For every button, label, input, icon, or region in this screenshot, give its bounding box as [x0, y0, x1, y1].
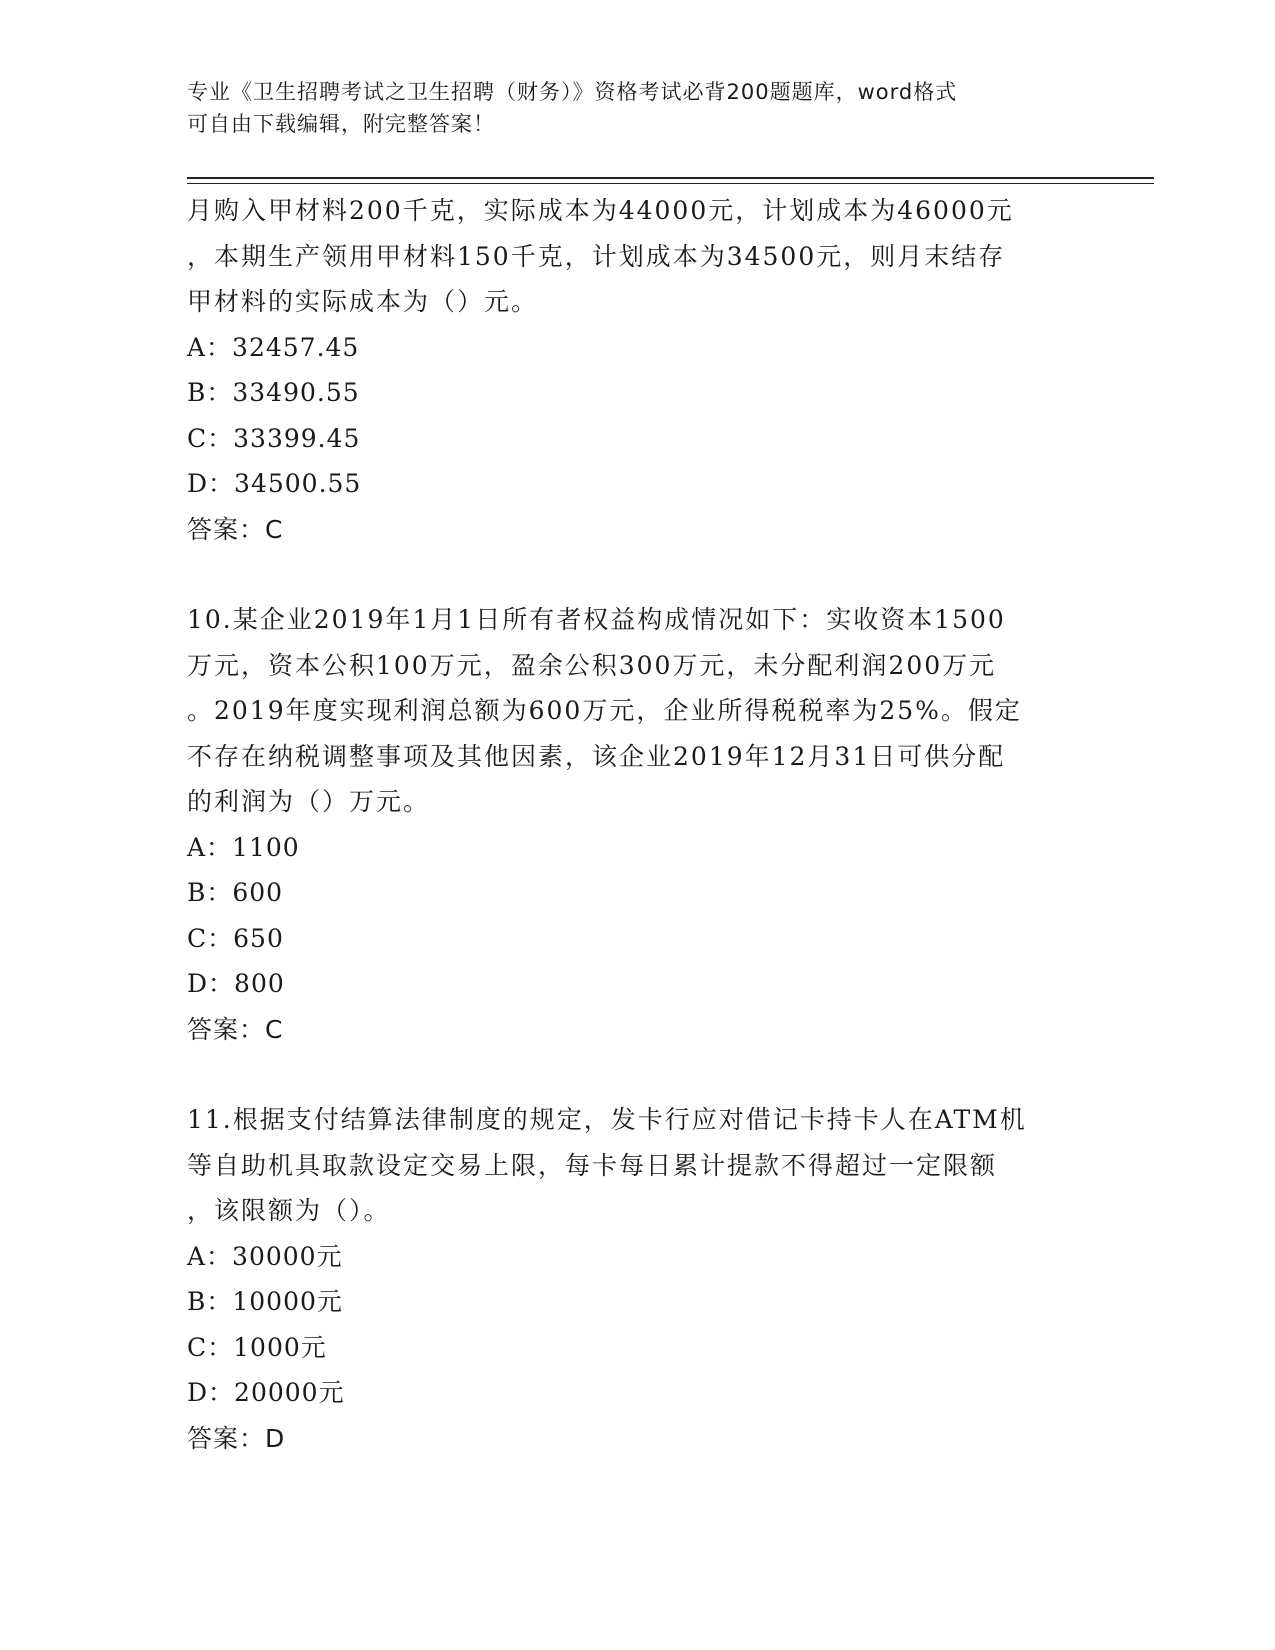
question-list — [187, 188, 1067, 1461]
spacer — [187, 1052, 1067, 1097]
header-line-2: 可自由下载编辑，附完整答案！ — [187, 112, 495, 136]
header-divider-thick — [187, 177, 1154, 179]
option-b: B：33490.55 — [187, 378, 360, 407]
spacer — [187, 552, 1067, 597]
answer-line: 答案：C — [187, 1014, 284, 1044]
option-b: B：600 — [187, 878, 284, 907]
question-text-line: 万元，资本公积100万元，盈余公积300万元，未分配利润200万元 — [187, 650, 997, 680]
document-header — [187, 76, 1067, 140]
header-divider-thin — [187, 183, 1154, 184]
question-block — [187, 597, 1067, 1052]
option-c: C：650 — [187, 923, 284, 953]
question-text-line: 月购入甲材料200千克，实际成本为44000元，计划成本为46000元 — [187, 196, 1014, 225]
header-line-1: 专业《卫生招聘考试之卫生招聘（财务）》资格考试必背200题题库，word格式 — [187, 80, 958, 104]
question-block — [187, 1097, 1067, 1461]
question-text-line: ，该限额为（）。 — [187, 1196, 391, 1225]
question-text-line: ，本期生产领用甲材料150千克，计划成本为34500元，则月末结存 — [187, 241, 1006, 271]
option-a: A：1100 — [187, 832, 300, 862]
option-a: A：30000元 — [187, 1241, 343, 1271]
answer-line: 答案：C — [187, 514, 284, 544]
question-text-line: 的利润为（）万元。 — [187, 787, 431, 816]
option-c: C：33399.45 — [187, 423, 361, 453]
question-text-line: 等自助机具取款设定交易上限，每卡每日累计提款不得超过一定限额 — [187, 1150, 998, 1180]
option-b: B：10000元 — [187, 1287, 343, 1316]
question-text-line: 10.某企业2019年1月1日所有者权益构成情况如下：实收资本1500 — [187, 605, 1006, 634]
option-a: A：32457.45 — [187, 332, 360, 362]
option-d: D：34500.55 — [187, 469, 362, 498]
option-d: D：20000元 — [187, 1378, 345, 1407]
answer-line: 答案：D — [187, 1423, 286, 1453]
option-c: C：1000元 — [187, 1332, 327, 1362]
question-text-line: 甲材料的实际成本为（）元。 — [187, 287, 539, 316]
option-d: D：800 — [187, 969, 285, 998]
question-text-line: 。2019年度实现利润总额为600万元，企业所得税税率为25%。假定 — [187, 696, 1022, 725]
question-text-line: 不存在纳税调整事项及其他因素，该企业2019年12月31日可供分配 — [187, 741, 1006, 771]
question-text-line: 11.根据支付结算法律制度的规定，发卡行应对借记卡持卡人在ATM机 — [187, 1105, 1027, 1134]
question-block — [187, 188, 1067, 552]
